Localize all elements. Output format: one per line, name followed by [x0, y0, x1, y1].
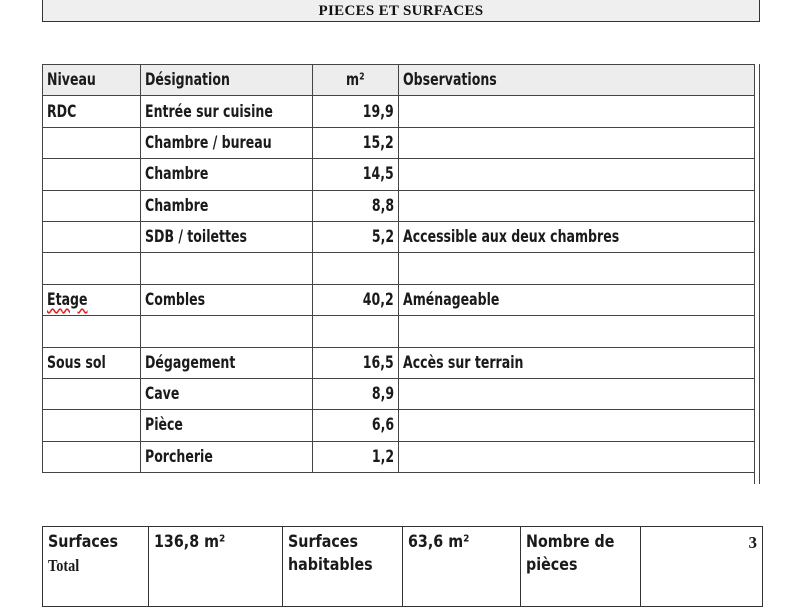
cell-designation: SDB / toilettes [141, 221, 313, 252]
cell-m2: 1,2 [313, 441, 399, 472]
cell-designation: Chambre [141, 159, 313, 190]
table-row [43, 221, 755, 252]
table-row [43, 441, 755, 472]
summary-table [42, 526, 763, 607]
cell-niveau: RDC [43, 96, 141, 127]
cell-observations: Accessible aux deux chambres [399, 221, 755, 252]
cell-m2 [313, 253, 399, 284]
cell-m2: 5,2 [313, 221, 399, 252]
cell-designation [141, 253, 313, 284]
cell-niveau: Etage [43, 284, 141, 315]
cell-designation [141, 316, 313, 347]
cell-observations [399, 253, 755, 284]
cell-niveau [43, 253, 141, 284]
cell-observations [399, 96, 755, 127]
cell-m2: 19,9 [313, 96, 399, 127]
surfaces-total-value: 136,8 m² [149, 527, 283, 607]
cell-m2: 40,2 [313, 284, 399, 315]
table-row [43, 347, 755, 378]
surfaces-total-label: Surfaces Total [43, 527, 149, 607]
table-row [43, 96, 755, 127]
cell-m2: 14,5 [313, 159, 399, 190]
cell-designation: Entrée sur cuisine [141, 96, 313, 127]
cell-designation: Cave [141, 378, 313, 409]
table-row [43, 378, 755, 409]
cell-observations [399, 378, 755, 409]
table-row [43, 316, 755, 347]
cell-designation: Chambre [141, 190, 313, 221]
cell-niveau [43, 378, 141, 409]
table-row [43, 190, 755, 221]
cell-observations: Aménageable [399, 284, 755, 315]
header-m2: m² [313, 65, 399, 96]
cell-m2: 8,8 [313, 190, 399, 221]
cell-m2 [313, 316, 399, 347]
nombre-pieces-label: Nombre de pièces [521, 527, 641, 607]
cell-observations: Accès sur terrain [399, 347, 755, 378]
cell-niveau: Sous sol [43, 347, 141, 378]
cell-m2: 8,9 [313, 378, 399, 409]
cell-designation: Dégagement [141, 347, 313, 378]
cell-observations [399, 190, 755, 221]
cell-designation: Chambre / bureau [141, 127, 313, 158]
cell-m2: 15,2 [313, 127, 399, 158]
cell-m2: 6,6 [313, 410, 399, 441]
header-observations: Observations [399, 65, 755, 96]
page-title: PIECES ET SURFACES [42, 0, 760, 22]
table-row [43, 127, 755, 158]
cell-niveau [43, 441, 141, 472]
rooms-table [42, 64, 755, 473]
cell-niveau [43, 410, 141, 441]
table-row [43, 284, 755, 315]
cell-m2: 16,5 [313, 347, 399, 378]
table-header-row [43, 65, 755, 96]
table-row [43, 410, 755, 441]
table-row [43, 253, 755, 284]
cell-niveau [43, 316, 141, 347]
surfaces-habitables-label: Surfaces habitables [283, 527, 403, 607]
cell-niveau [43, 190, 141, 221]
cell-observations [399, 159, 755, 190]
cell-designation: Combles [141, 284, 313, 315]
cell-observations [399, 316, 755, 347]
cell-observations [399, 127, 755, 158]
cell-designation: Pièce [141, 410, 313, 441]
table-row [43, 159, 755, 190]
cell-designation: Porcherie [141, 441, 313, 472]
cell-niveau [43, 159, 141, 190]
surfaces-habitables-value: 63,6 m² [403, 527, 521, 607]
header-niveau: Niveau [43, 65, 141, 96]
table-right-border [754, 64, 760, 484]
cell-niveau [43, 221, 141, 252]
cell-observations [399, 410, 755, 441]
summary-row [43, 527, 763, 607]
header-designation: Désignation [141, 65, 313, 96]
cell-observations [399, 441, 755, 472]
cell-niveau [43, 127, 141, 158]
nombre-pieces-value: 3 [641, 527, 763, 607]
